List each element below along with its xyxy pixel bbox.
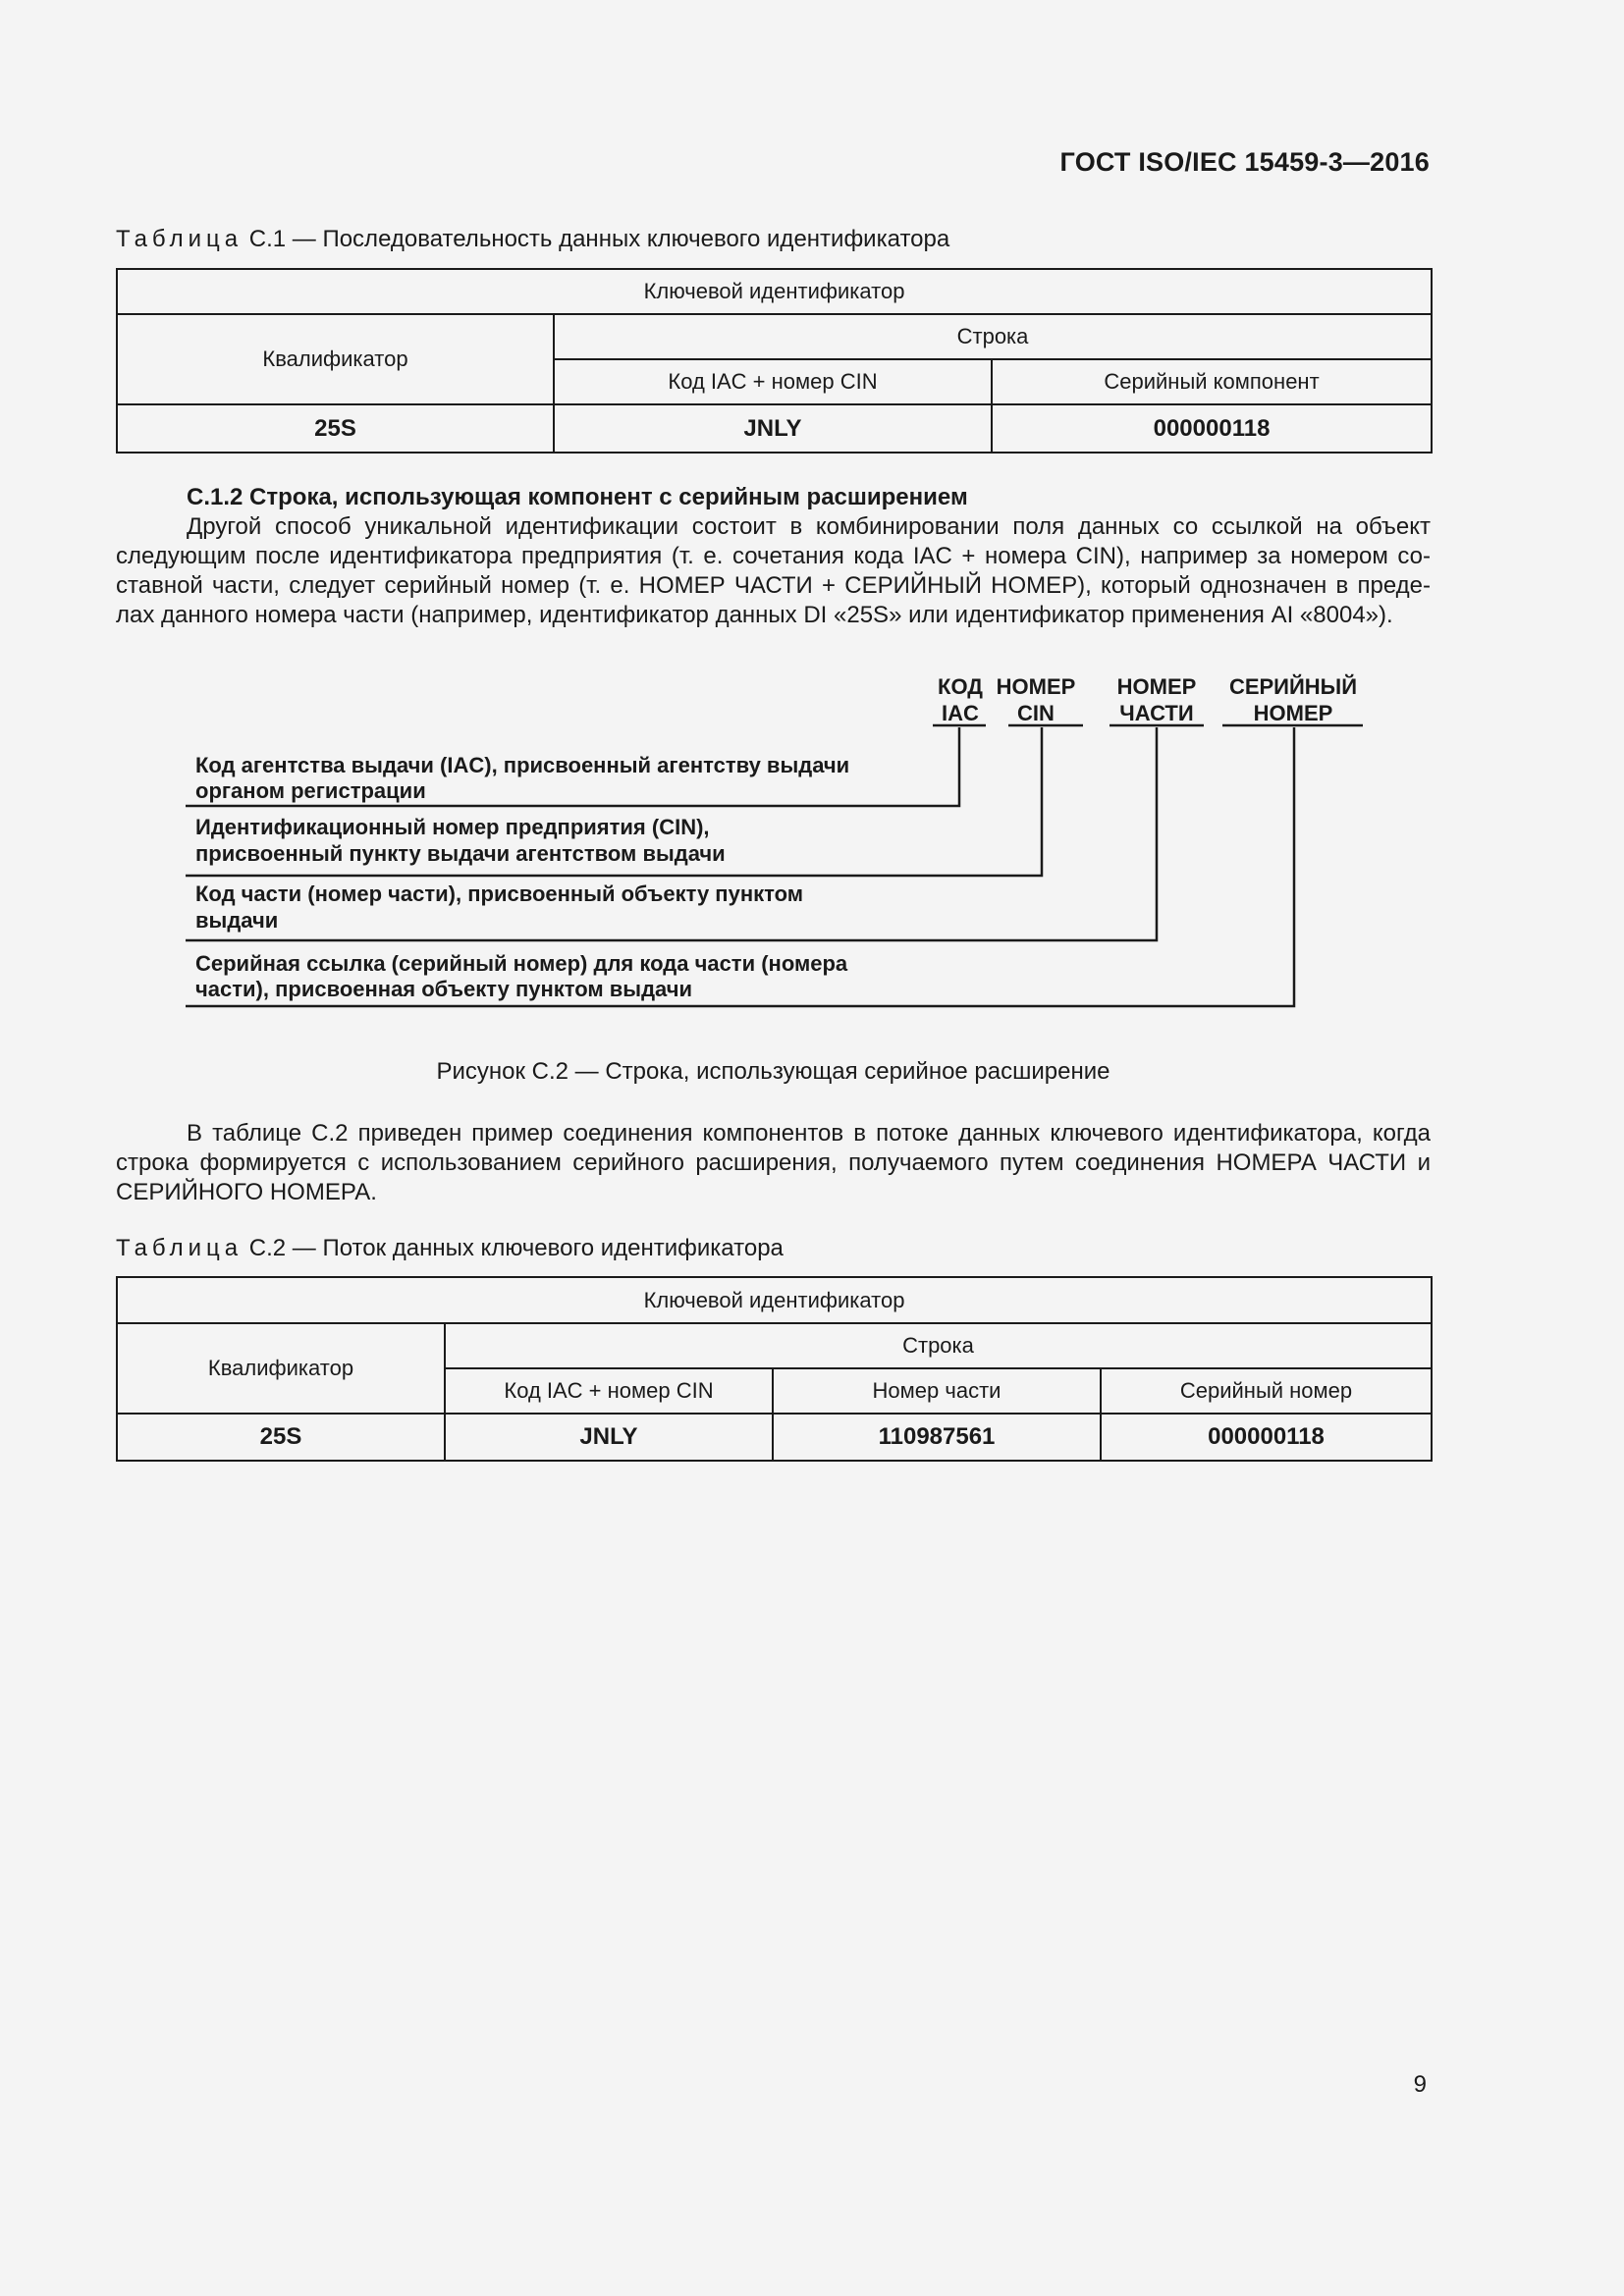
table2-cell-serial: 000000118 [1101, 1414, 1432, 1461]
paragraph-line: следующим после идентификатора предприятия (т. е. сочетания кода IAC + номера CIN), например за номером со- [116, 543, 1431, 569]
table2-caption [116, 1235, 784, 1262]
table1-head-key: Ключевой идентификатор [117, 269, 1432, 314]
paragraph-line: ставной части, следует серийный номер (т. е. НОМЕР ЧАСТИ + СЕРИЙНЫЙ НОМЕР), который однозначен в преде- [116, 572, 1431, 599]
desc-iac-line2: органом регистрации [195, 778, 426, 803]
table2-caption-prefix: Таблица [116, 1235, 244, 1261]
table1-col-serial: Серийный компонент [992, 359, 1432, 404]
table2-caption-text: С.2 — Поток данных ключевого идентификатора [243, 1235, 784, 1261]
section-title: С.1.2 Строка, использующая компонент с серийным расширением [187, 484, 968, 510]
table2-head-key: Ключевой идентификатор [117, 1277, 1432, 1323]
desc-serial-line2: части), присвоенная объекту пунктом выдачи [195, 977, 693, 1001]
table2-col-serial: Серийный номер [1101, 1368, 1432, 1414]
table1-cell-serial: 000000118 [992, 404, 1432, 453]
table2-col-part: Номер части [773, 1368, 1101, 1414]
paragraph-line: СЕРИЙНОГО НОМЕРА. [116, 1179, 377, 1205]
table1-head-string: Строка [554, 314, 1432, 359]
label-serial-line2: НОМЕР [1253, 701, 1333, 725]
label-part-line1: НОМЕР [1116, 674, 1197, 699]
table2-head-qualifier: Квалификатор [117, 1323, 445, 1414]
figure-diagram [0, 0, 1624, 1041]
table1-cell-qualifier: 25S [117, 404, 554, 453]
table1-cell-iac-cin: JNLY [554, 404, 992, 453]
label-cin-line1: НОМЕР [996, 674, 1076, 699]
table2-cell-part: 110987561 [773, 1414, 1101, 1461]
paragraph-line: строка формируется с использованием серийного расширения, получаемого путем соединения НОМЕРА ЧАСТИ и [116, 1149, 1431, 1176]
document-header: ГОСТ ISO/IEC 15459-3—2016 [1059, 147, 1430, 177]
desc-part-line1: Код части (номер части), присвоенный объекту пунктом [195, 881, 804, 906]
table1-caption-text: С.1 — Последовательность данных ключевого идентификатора [243, 226, 950, 252]
table2-cell-qualifier: 25S [117, 1414, 445, 1461]
desc-iac-line1: Код агентства выдачи (IAC), присвоенный агентству выдачи [195, 753, 850, 777]
paragraph-line: Другой способ уникальной идентификации состоит в комбинировании поля данных со ссылкой на объект [187, 513, 1431, 540]
desc-cin-line2: присвоенный пункту выдачи агентством выдачи [195, 841, 726, 866]
label-part-line2: ЧАСТИ [1119, 701, 1194, 725]
figure-caption: Рисунок С.2 — Строка, использующая серийное расширение [436, 1058, 1110, 1085]
table2-col-iac-cin: Код IAC + номер CIN [445, 1368, 773, 1414]
paragraph-2 [116, 1119, 1431, 1207]
table2-cell-iac-cin: JNLY [445, 1414, 773, 1461]
label-serial-line1: СЕРИЙНЫЙ [1228, 674, 1358, 699]
table1-caption-prefix: Таблица [116, 226, 244, 252]
label-iac-line1: КОД [938, 674, 983, 699]
table1-col-iac-cin: Код IAC + номер CIN [554, 359, 992, 404]
desc-serial-line1: Серийная ссылка (серийный номер) для кода части (номера [195, 951, 848, 976]
desc-cin-line1: Идентификационный номер предприятия (CIN), [195, 815, 710, 839]
table2 [116, 1276, 1433, 1462]
desc-part-line2: выдачи [195, 908, 279, 933]
table2-head-string: Строка [445, 1323, 1432, 1368]
table1-head-qualifier: Квалификатор [117, 314, 554, 404]
paragraph-line: лах данного номера части (например, идентификатор данных DI «25S» или идентификатор применения AI «8004»). [116, 602, 1393, 628]
label-iac-line2: IAC [942, 701, 979, 725]
label-cin-line2: CIN [1017, 701, 1055, 725]
paragraph-line: В таблице С.2 приведен пример соединения компонентов в потоке данных ключевого идентификатора, когда [187, 1120, 1431, 1147]
page-number: 9 [1413, 2071, 1427, 2098]
